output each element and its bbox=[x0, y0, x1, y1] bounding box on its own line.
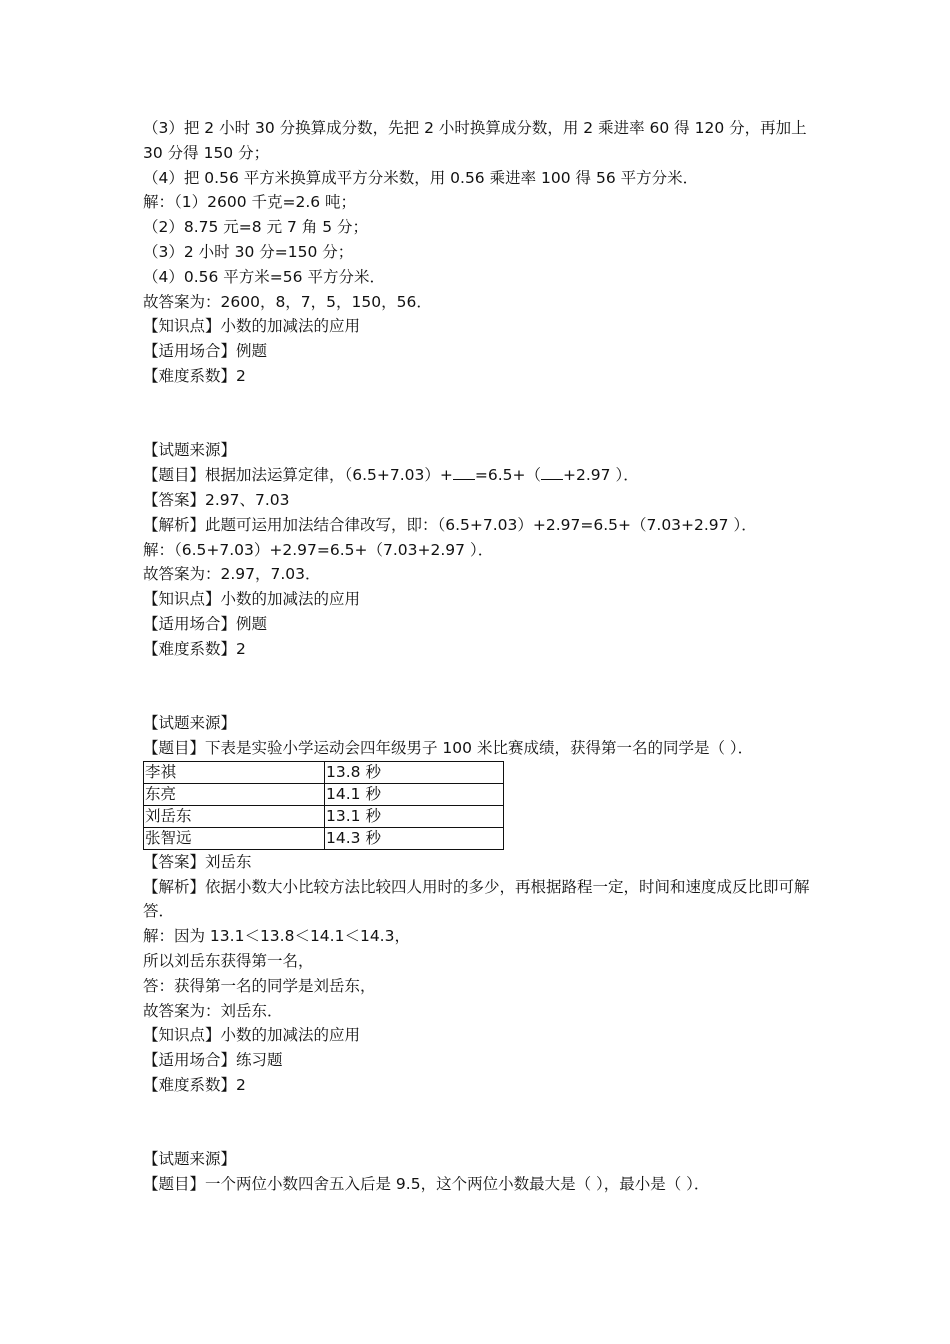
knowledge-point: 【知识点】小数的加减法的应用 bbox=[143, 1026, 361, 1045]
question-block-4 bbox=[143, 1147, 813, 1197]
question-block-3 bbox=[143, 711, 813, 1098]
question-text bbox=[143, 463, 813, 488]
knowledge-point: 【知识点】小数的加减法的应用 bbox=[143, 590, 361, 609]
runner-name: 刘岳东 bbox=[144, 805, 325, 827]
final-answer: 故答案为：2.97，7.03． bbox=[143, 565, 321, 584]
document-page bbox=[143, 116, 813, 1197]
occasion: 【适用场合】例题 bbox=[143, 614, 268, 633]
answer: 【答案】刘岳东 bbox=[143, 852, 252, 871]
table-row bbox=[144, 827, 504, 849]
question-text-part-c: +2.97 ）． bbox=[563, 466, 639, 485]
solution-block-1 bbox=[143, 116, 813, 389]
table-row bbox=[144, 805, 504, 827]
final-answer: 故答案为：2600，8，7，5，150，56． bbox=[143, 292, 432, 311]
solution-line-3: 答：获得第一名的同学是刘岳东， bbox=[143, 976, 376, 995]
runner-time: 14.1 秒 bbox=[325, 783, 504, 805]
solution-line-3: （3）2 小时 30 分=150 分； bbox=[143, 242, 354, 261]
occasion: 【适用场合】例题 bbox=[143, 342, 268, 361]
question-source: 【试题来源】 bbox=[143, 1150, 237, 1169]
runner-name: 张智远 bbox=[144, 827, 325, 849]
analysis-line-4: （4）把 0.56 平方米换算成平方分米数，用 0.56 乘进率 100 得 56 平方分米． bbox=[143, 168, 699, 187]
question-text: 【题目】一个两位小数四舍五入后是 9.5，这个两位小数最大是（ ），最小是（ ）． bbox=[143, 1175, 710, 1194]
results-table bbox=[143, 761, 504, 850]
difficulty: 【难度系数】2 bbox=[143, 366, 246, 385]
table-row bbox=[144, 783, 504, 805]
question-text-part-b: =6.5+（ bbox=[474, 466, 542, 485]
solution-line-1: 解：（1）2600 千克=2.6 吨； bbox=[143, 193, 357, 212]
runner-time: 13.8 秒 bbox=[325, 761, 504, 783]
final-answer: 故答案为：刘岳东． bbox=[143, 1001, 283, 1020]
solution-line-2: 所以刘岳东获得第一名， bbox=[143, 951, 314, 970]
table-row bbox=[144, 761, 504, 783]
question-source: 【试题来源】 bbox=[143, 714, 237, 733]
difficulty: 【难度系数】2 bbox=[143, 639, 246, 658]
knowledge-point: 【知识点】小数的加减法的应用 bbox=[143, 317, 361, 336]
answer-blank-1 bbox=[453, 467, 475, 480]
answer-blank-2 bbox=[541, 467, 563, 480]
solution-line-2: （2）8.75 元=8 元 7 角 5 分； bbox=[143, 218, 369, 237]
runner-name: 东亮 bbox=[144, 783, 325, 805]
solution: 解：（6.5+7.03）+2.97=6.5+（7.03+2.97 ）． bbox=[143, 540, 494, 559]
question-source: 【试题来源】 bbox=[143, 441, 237, 460]
runner-time: 14.3 秒 bbox=[325, 827, 504, 849]
solution: 解：因为 13.1＜13.8＜14.1＜14.3， bbox=[143, 927, 410, 946]
runner-time: 13.1 秒 bbox=[325, 805, 504, 827]
question-text: 【题目】下表是实验小学运动会四年级男子 100 米比赛成绩，获得第一名的同学是（ ）． bbox=[143, 738, 754, 757]
answer: 【答案】2.97、7.03 bbox=[143, 490, 290, 509]
question-text-part-a: 【题目】根据加法运算定律，（6.5+7.03）+ bbox=[143, 466, 453, 485]
difficulty: 【难度系数】2 bbox=[143, 1075, 246, 1094]
analysis-line-3: （3）把 2 小时 30 分换算成分数，先把 2 小时换算成分数，用 2 乘进率 60 得 120 分，再加上 30 分得 150 分； bbox=[143, 119, 807, 162]
runner-name: 李祺 bbox=[144, 761, 325, 783]
analysis: 【解析】依据小数大小比较方法比较四人用时的多少，再根据路程一定，时间和速度成反比即可解答． bbox=[143, 877, 810, 921]
question-block-2 bbox=[143, 438, 813, 661]
occasion: 【适用场合】练习题 bbox=[143, 1051, 283, 1070]
analysis: 【解析】此题可运用加法结合律改写，即：（6.5+7.03）+2.97=6.5+（7.03+2.97 ）． bbox=[143, 515, 757, 534]
solution-line-4: （4）0.56 平方米=56 平方分米． bbox=[143, 267, 385, 286]
